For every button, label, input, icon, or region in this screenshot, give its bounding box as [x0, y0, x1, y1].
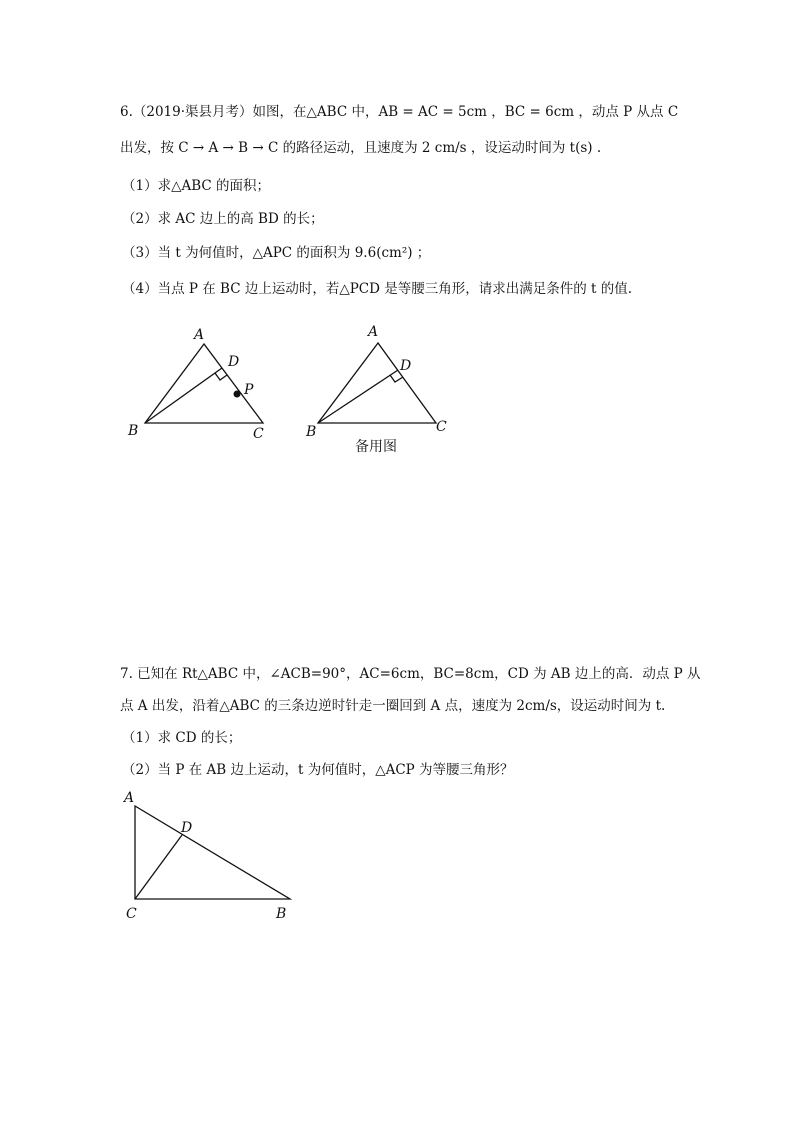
- q6-figure-main: [120, 318, 280, 446]
- label-a: A: [124, 790, 135, 806]
- segment-bd: [145, 368, 222, 423]
- q7-sub1: （1）求 CD 的长；: [122, 730, 242, 746]
- q7-line1: 7. 已知在 Rt△ABC 中，∠ACB=90°，AC=6cm，BC=8cm，CD 为 AB 边上的高．动点 P 从: [120, 666, 701, 682]
- label-d: D: [181, 820, 193, 836]
- label-a: A: [194, 327, 205, 343]
- q6-line2: 出发，按 C → A → B → C 的路径运动，且速度为 2 cm/s ，设运动时间为 t(s) .: [120, 140, 602, 156]
- segment-bd: [318, 370, 398, 423]
- label-a: A: [368, 324, 379, 340]
- q6-figure-backup: [300, 318, 460, 458]
- label-c: C: [436, 419, 447, 435]
- q6-line1: 6.（2019·渠县月考）如图，在△ABC 中，AB = AC = 5cm ，BC = 6cm ，动点 P 从点 C: [120, 104, 679, 120]
- q6-sub3: （3）当 t 为何值时，△APC 的面积为 9.6(cm²) ；: [122, 245, 431, 261]
- label-d: D: [400, 358, 412, 374]
- figure-caption: 备用图: [355, 439, 397, 455]
- point-p-dot: [234, 391, 241, 398]
- q6-sub1: （1）求△ABC 的面积；: [122, 178, 271, 194]
- q6-sub4: （4）当点 P 在 BC 边上运动时，若△PCD 是等腰三角形，请求出满足条件的 t 的值.: [122, 281, 633, 297]
- q7-line2: 点 A 出发，沿着△ABC 的三条边逆时针走一圈回到 A 点，速度为 2cm/s，设运动时间为 t.: [120, 698, 666, 714]
- label-b: B: [306, 424, 317, 440]
- label-c: C: [253, 426, 264, 442]
- right-angle-mark: [215, 373, 227, 380]
- label-b: B: [128, 423, 139, 439]
- label-p: P: [244, 382, 254, 398]
- label-d: D: [228, 354, 240, 370]
- label-c: C: [126, 906, 137, 922]
- right-triangle-acb: [135, 806, 290, 899]
- q7-sub2: （2）当 P 在 AB 边上运动，t 为何值时，△ACP 为等腰三角形？: [122, 762, 514, 778]
- segment-cd: [135, 835, 182, 899]
- q6-sub2: （2）求 AC 边上的高 BD 的长；: [122, 211, 324, 227]
- label-b: B: [276, 906, 287, 922]
- right-angle-mark: [390, 375, 403, 382]
- q7-figure: [118, 788, 308, 926]
